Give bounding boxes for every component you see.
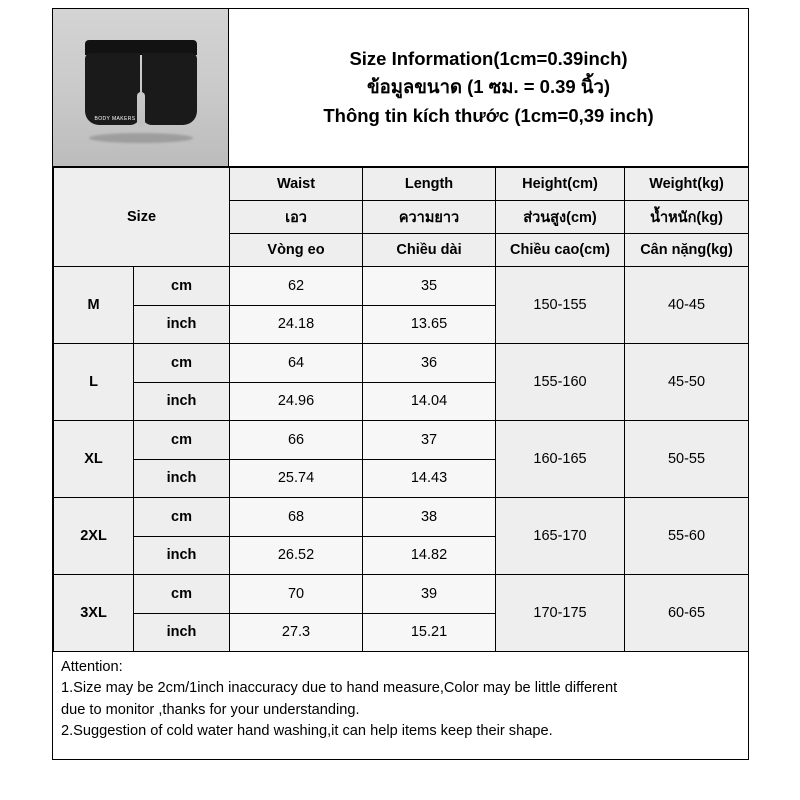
attention-line-2: due to monitor ,thanks for your understanding. <box>61 701 360 718</box>
height-header-en: Height(cm) <box>496 168 625 201</box>
row-waist-cm: 62 <box>230 267 363 306</box>
row-waist-inch: 25.74 <box>230 459 363 498</box>
length-header-en: Length <box>363 168 496 201</box>
row-unit-cm: cm <box>134 575 230 614</box>
table-row <box>54 575 749 614</box>
title-line-vi: Thông tin kích thước (1cm=0,39 inch) <box>323 104 654 126</box>
attention-heading: Attention: <box>61 659 123 675</box>
size-column-header: Size <box>54 168 230 267</box>
row-weight: 40-45 <box>625 267 749 344</box>
row-height: 160-165 <box>496 421 625 498</box>
table-row <box>54 498 749 537</box>
row-unit-inch: inch <box>134 382 230 421</box>
size-table <box>53 167 749 652</box>
table-header-row-en <box>54 168 749 201</box>
row-unit-inch: inch <box>134 305 230 344</box>
row-height: 155-160 <box>496 344 625 421</box>
row-height: 150-155 <box>496 267 625 344</box>
row-unit-cm: cm <box>134 344 230 383</box>
row-length-cm: 39 <box>363 575 496 614</box>
shorts-illustration <box>81 40 201 136</box>
table-row <box>54 267 749 306</box>
row-size-label: 2XL <box>54 498 134 575</box>
shorts-shadow <box>89 133 193 143</box>
row-unit-inch: inch <box>134 536 230 575</box>
row-height: 165-170 <box>496 498 625 575</box>
height-header-vi: Chiều cao(cm) <box>496 234 625 267</box>
row-length-inch: 13.65 <box>363 305 496 344</box>
row-weight: 50-55 <box>625 421 749 498</box>
title-block <box>229 9 748 166</box>
row-height: 170-175 <box>496 575 625 652</box>
row-waist-inch: 24.18 <box>230 305 363 344</box>
row-length-inch: 15.21 <box>363 613 496 652</box>
attention-line-1: 1.Size may be 2cm/1inch inaccuracy due to hand measure,Color may be little different <box>61 680 618 697</box>
row-unit-inch: inch <box>134 459 230 498</box>
size-chart-sheet <box>52 8 749 760</box>
waist-header-th: เอว <box>230 201 363 234</box>
row-size-label: XL <box>54 421 134 498</box>
row-length-cm: 36 <box>363 344 496 383</box>
chart-header <box>53 9 748 167</box>
row-waist-cm: 68 <box>230 498 363 537</box>
row-waist-inch: 24.96 <box>230 382 363 421</box>
product-image <box>53 9 229 166</box>
row-weight: 45-50 <box>625 344 749 421</box>
row-length-cm: 37 <box>363 421 496 460</box>
row-length-cm: 35 <box>363 267 496 306</box>
weight-header-en: Weight(kg) <box>625 168 749 201</box>
waist-header-en: Waist <box>230 168 363 201</box>
row-unit-cm: cm <box>134 267 230 306</box>
row-waist-inch: 26.52 <box>230 536 363 575</box>
row-length-inch: 14.04 <box>363 382 496 421</box>
row-size-label: L <box>54 344 134 421</box>
title-line-th: ข้อมูลขนาด (1 ซม. = 0.39 นิ้ว) <box>366 76 611 98</box>
height-header-th: ส่วนสูง(cm) <box>496 201 625 234</box>
attention-block <box>53 652 748 759</box>
row-length-inch: 14.82 <box>363 536 496 575</box>
shorts-left-leg <box>85 53 140 125</box>
length-header-vi: Chiều dài <box>363 234 496 267</box>
product-brand-text: BODY MAKERS <box>94 115 136 122</box>
row-unit-cm: cm <box>134 421 230 460</box>
row-unit-inch: inch <box>134 613 230 652</box>
weight-header-vi: Cân nặng(kg) <box>625 234 749 267</box>
weight-header-th: น้ำหนัก(kg) <box>625 201 749 234</box>
length-header-th: ความยาว <box>363 201 496 234</box>
row-waist-cm: 66 <box>230 421 363 460</box>
shorts-center-gap <box>137 92 145 126</box>
row-waist-inch: 27.3 <box>230 613 363 652</box>
table-row <box>54 421 749 460</box>
shorts-right-leg <box>142 53 197 125</box>
row-size-label: M <box>54 267 134 344</box>
row-waist-cm: 70 <box>230 575 363 614</box>
row-weight: 60-65 <box>625 575 749 652</box>
row-length-cm: 38 <box>363 498 496 537</box>
row-weight: 55-60 <box>625 498 749 575</box>
row-length-inch: 14.43 <box>363 459 496 498</box>
row-size-label: 3XL <box>54 575 134 652</box>
row-unit-cm: cm <box>134 498 230 537</box>
title-line-en: Size Information(1cm=0.39inch) <box>349 48 628 70</box>
attention-line-3: 2.Suggestion of cold water hand washing,it can help items keep their shape. <box>61 723 553 740</box>
table-row <box>54 344 749 383</box>
row-waist-cm: 64 <box>230 344 363 383</box>
waist-header-vi: Vòng eo <box>230 234 363 267</box>
